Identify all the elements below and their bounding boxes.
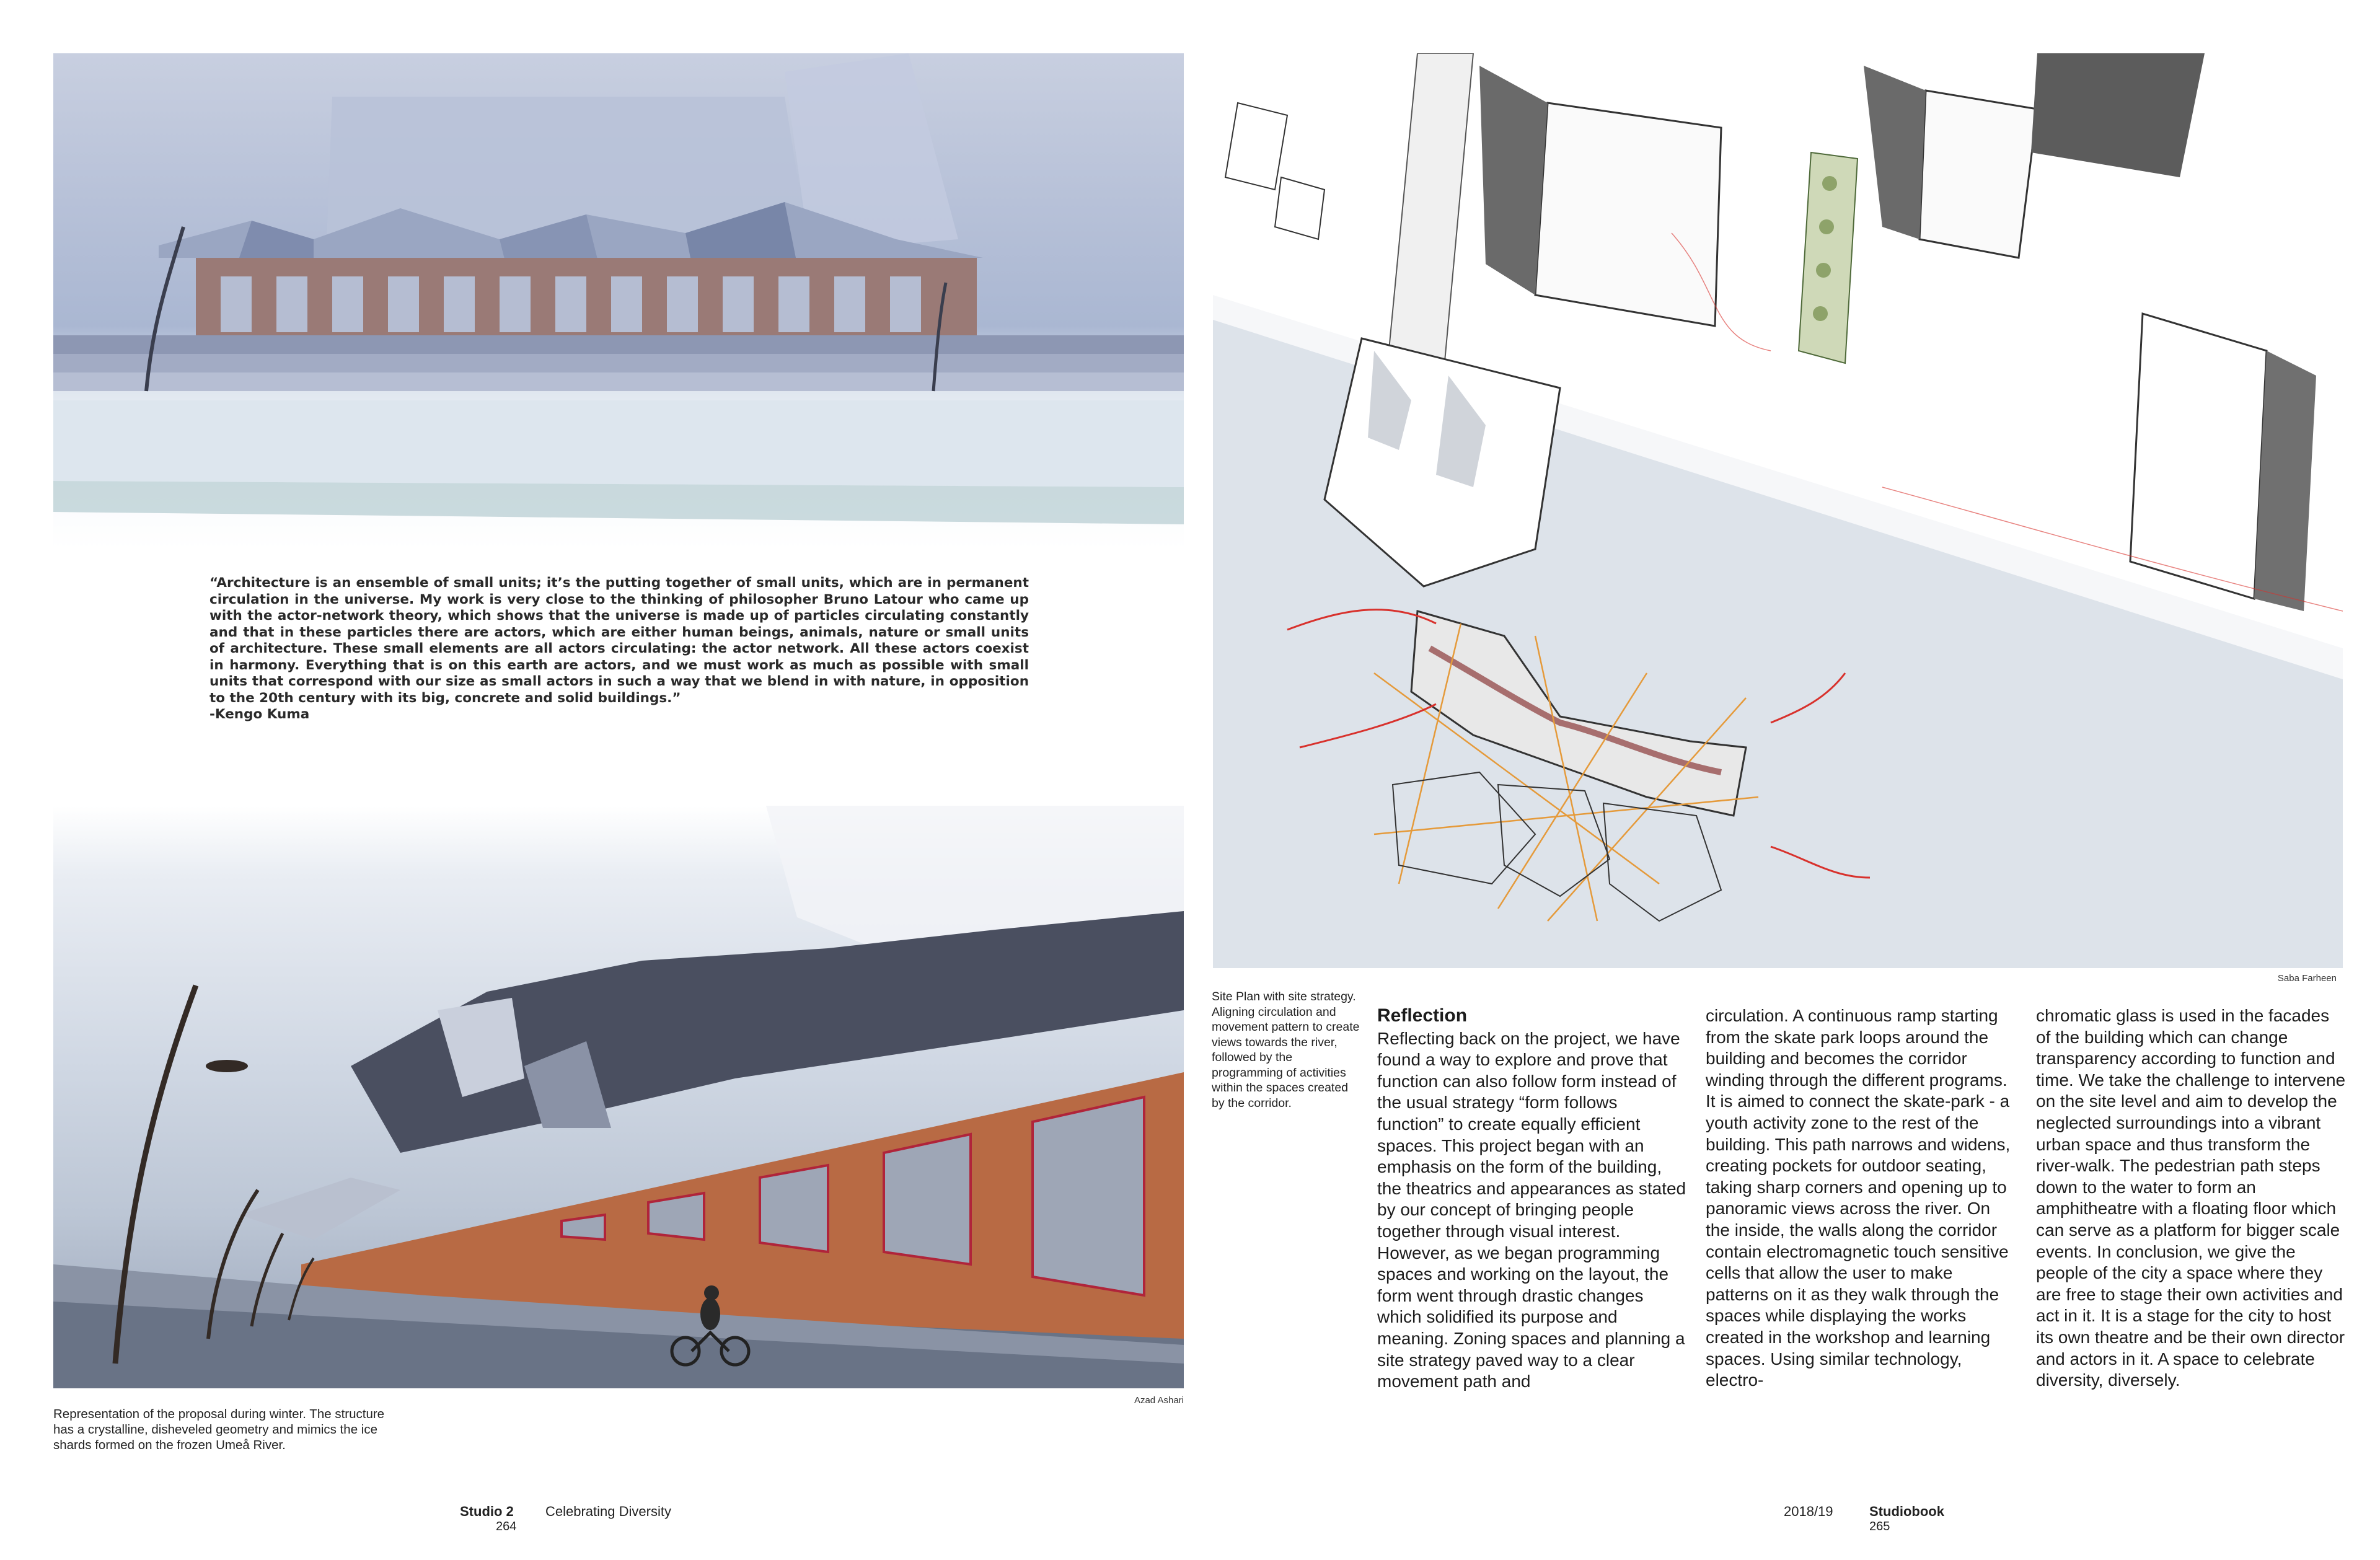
winter-render-top [53,53,1184,549]
reflection-heading: Reflection [1377,1005,1468,1026]
reflection-column-3: chromatic glass is used in the facades of the building which can change transparency according to function and time. We take the challenge to intervene on the site level and aim to develop the neglected surroundings into a vibrant urban space and thus transform the river-walk. The pedestrian path steps down to the water to form an amphitheatre with a floating floor which can serve as a platform for bigger scale events. In conclusion, we give the people of the city a space where they are free to stage their own activities and act in it. It is a stage for the city to host its own theatre and be their own director and actors in it. A space to celebrate diversity, diversely. [2036,1006,2346,1390]
render-bottom-illustration [53,806,1184,1388]
site-plan-drawing [1213,53,2343,968]
folio-left-page-number: 264 [496,1520,517,1533]
reflection-column-1 [1377,1005,1687,1393]
site-plan-illustration [1213,53,2343,968]
quote-author: -Kengo Kuma [209,707,310,722]
right-image-credit: Saba Farheen [2277,973,2337,984]
left-image-credit: Azad Ashari [1134,1395,1184,1406]
left-image-caption: Representation of the proposal during winter. The structure has a crystalline, disheveled geometry and mimics the ice shards formed on the frozen Umeå River. [53,1407,385,1452]
folio-studio: Studio 2 [460,1504,514,1519]
reflection-column-2: circulation. A continuous ramp starting from the skate park loops around the building and becomes the corridor winding through the different programs. It is aimed to connect the skate-park - a youth activity zone to the rest of the building. This path narrows and widens, creating pockets for outdoor seating, taking sharp corners and opening up to panoramic views across the river. On the inside, the walls along the corridor contain electromagnetic touch sensitive cells that allow the user to make patterns on it as they walk through the spaces while displaying the works created in the workshop and learning spaces. Using similar technology, electro- [1706,1006,2011,1390]
kengo-kuma-quote [209,575,1029,723]
folio-left-title: Celebrating Diversity [545,1504,671,1519]
render-top-illustration [53,53,1184,549]
site-plan-caption: Site Plan with site strategy. Aligning circulation and movement pattern to create views towards the river, followed by the programming of activities within the spaces created by the corridor. [1212,990,1360,1110]
quote-text: “Architecture is an ensemble of small units; it’s the putting together of small units, which are in permanent circulation in the universe. My work is very close to the thinking of philosopher Bruno Latour who came up with the actor-network theory, which shows that the universe is made up of particles circulating constantly and that in these particles there are actors, which are either human beings, animals, nature or small units of architecture. These small elements are all actors circulating: the actor network. All these actors coexist in harmony. Everything that is on this earth are actors, and we must work as much as possible with small units that correspond with our size as small actors in such a way that we blend in with nature, in opposition to the 20th century with its big, concrete and solid buildings.” [209,575,1029,706]
folio-year: 2018/19 [1784,1504,1833,1519]
folio-right-page-number: 265 [1869,1520,1890,1533]
folio-book-title: Studiobook [1869,1504,1944,1519]
winter-render-bottom [53,806,1184,1388]
reflection-column-1-text: Reflecting back on the project, we have found a way to explore and prove that function can also follow form instead of the usual strategy “form follows function” to create equally efficient spaces. This project began with an emphasis on the form of the building, the theatrics and appearances as stated by our concept of bringing people together through visual interest. However, as we began programming spaces and working on the layout, the form went through drastic changes which solidified its purpose and meaning. Zoning spaces and planning a site strategy paved way to a clear movement path and [1377,1028,1686,1391]
